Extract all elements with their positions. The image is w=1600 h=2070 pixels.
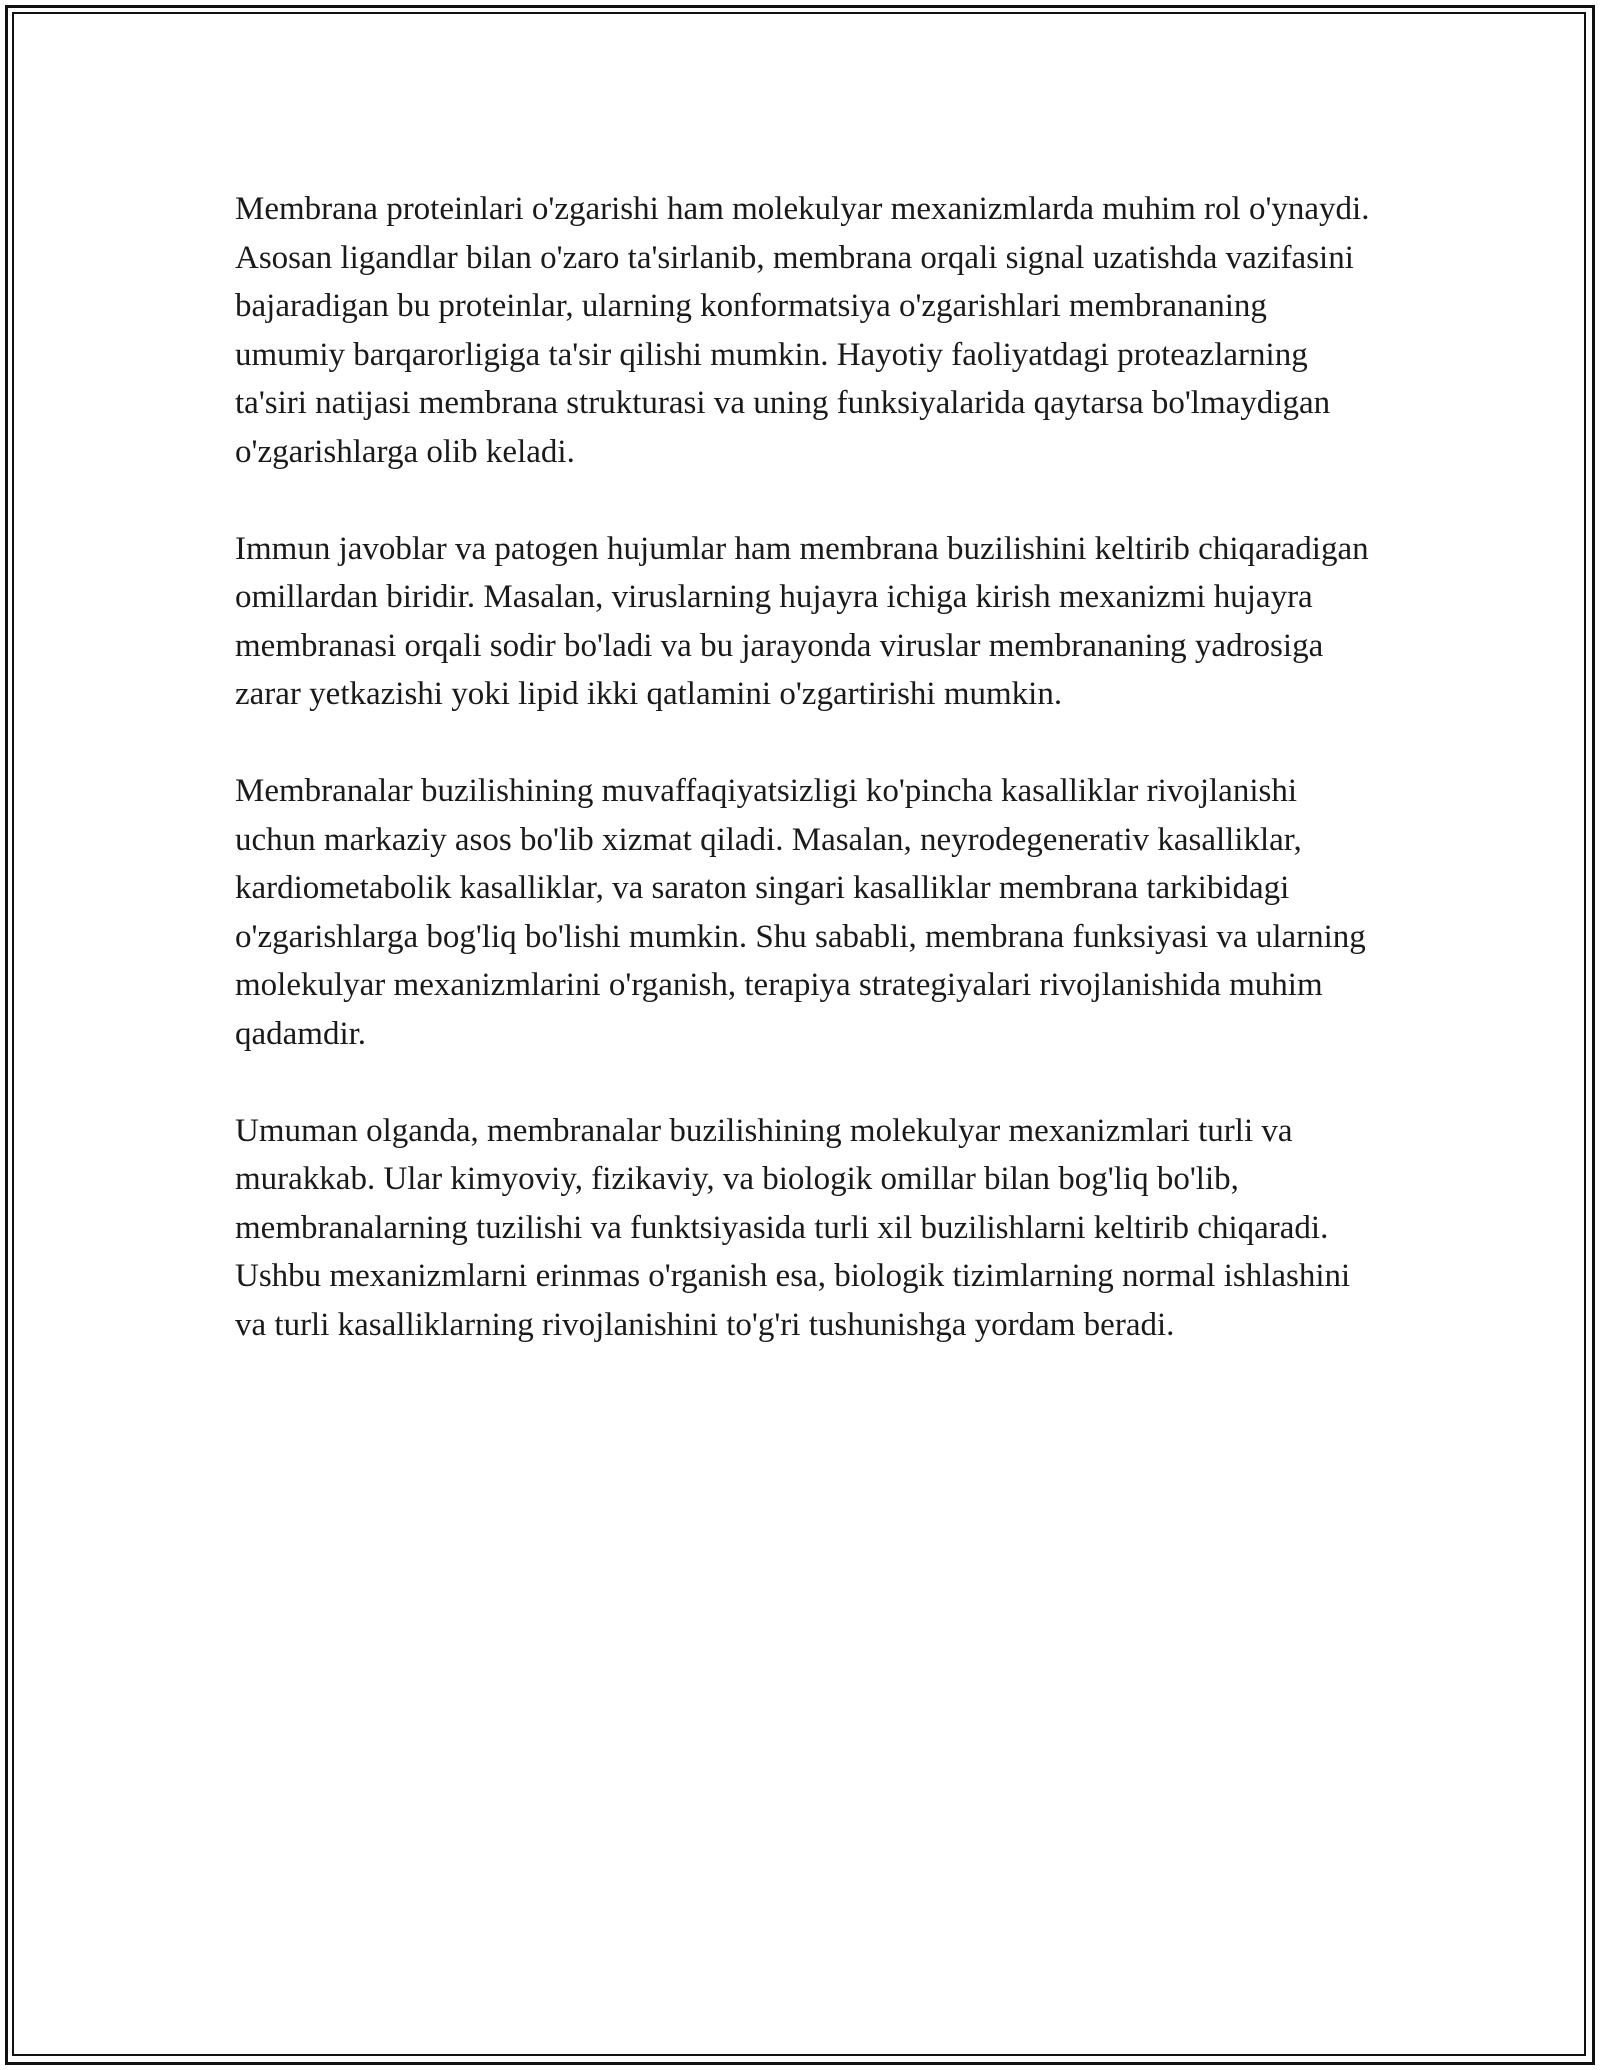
- paragraph-4: Umuman olganda, membranalar buzilishining molekulyar mexanizmlari turli va murakkab. Ular kimyoviy, fizikaviy, va biologik omillar bilan bog'liq bo'lib, membranalarning tuzilishi va funktsiyasida turli xil buzilishlarni keltirib chiqaradi. Ushbu mexanizmlarni erinmas o'rganish esa, biologik tizimlarning normal ishlashini va turli kasalliklarning rivojlanishini to'g'ri tushunishga yordam beradi.: [235, 1112, 1351, 1343]
- paragraph-2: Immun javoblar va patogen hujumlar ham membrana buzilishini keltirib chiqaradigan omillardan biridir. Masalan, viruslarning hujayra ichiga kirish mexanizmi hujayra membranasi orqali sodir bo'ladi va bu jarayonda viruslar membrananing yadrosiga zarar yetkazishi yoki lipid ikki qatlamini o'zgartirishi mumkin.: [235, 530, 1369, 712]
- document-body: [235, 185, 1375, 1398]
- paragraph-1: Membrana proteinlari o'zgarishi ham molekulyar mexanizmlarda muhim rol o'ynaydi. Asosan ligandlar bilan o'zaro ta'sirlanib, membrana orqali signal uzatishda vazifasini bajaradigan bu proteinlar, ularning konformatsiya o'zgarishlari membrananing umumiy barqarorligiga ta'sir qilishi mumkin. Hayotiy faoliyatdagi proteazlarning ta'siri natijasi membrana strukturasi va uning funksiyalarida qaytarsa bo'lmaydigan o'zgarishlarga olib keladi.: [235, 191, 1370, 470]
- paragraph-3: Membranalar buzilishining muvaffaqiyatsizligi ko'pincha kasalliklar rivojlanishi uchun markaziy asos bo'lib xizmat qiladi. Masalan, neyrodegenerativ kasalliklar, kardiometabolik kasalliklar, va saraton singari kasalliklar membrana tarkibidagi o'zgarishlarga bog'liq bo'lishi mumkin. Shu sababli, membrana funksiyasi va ularning molekulyar mexanizmlarini o'rganish, terapiya strategiyalari rivojlanishida muhim qadamdir.: [235, 773, 1366, 1052]
